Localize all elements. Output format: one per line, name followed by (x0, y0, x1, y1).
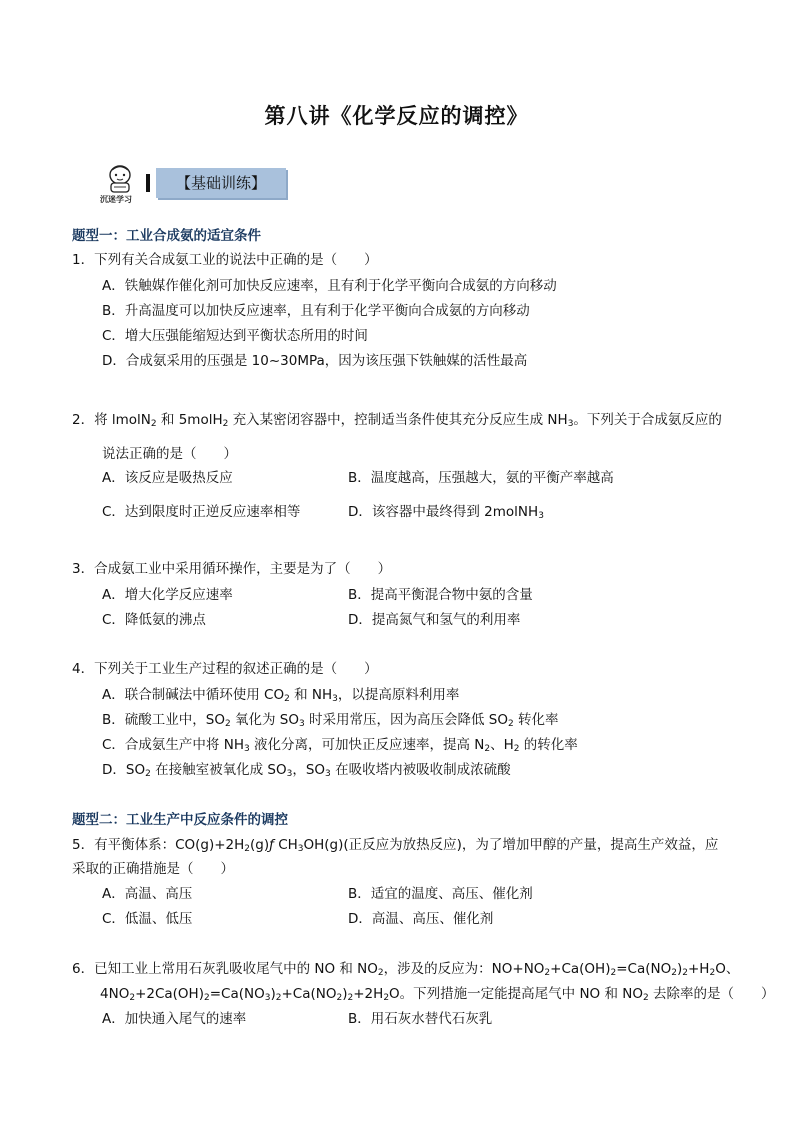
question-3-stem: 3．合成氨工业中采用循环操作，主要是为了（ ） (72, 561, 392, 577)
question-5-stem: 5．有平衡体系：$CO(g)+2H_2(g)ƒ$ $CH_3OH(g)$(正反应为放热反应)，为了增加甲醇的产量，提高生产效益，应 (72, 837, 719, 854)
question-4-option-c: C．合成氨生产中将 $NH_3$ 液化分离，可加快正反应速率，提高 $N_2$、$H_2$ 的转化率 (102, 737, 578, 754)
question-1-option-c: C．增大压强能缩短达到平衡状态所用的时间 (102, 328, 368, 344)
question-2-option-d: D．该容器中最终得到 2molNH$_3$ (348, 504, 544, 521)
question-6-stem: 6．已知工业上常用石灰乳吸收尾气中的 NO 和 $NO_2$，涉及的反应为：$NO+NO_2+Ca(OH)_2=Ca(NO_2)_2+H_2O$、 (72, 961, 740, 978)
question-5-option-c: C．低温、低压 (102, 911, 193, 927)
question-1-option-a: A．铁触媒作催化剂可加快反应速率，且有利于化学平衡向合成氨的方向移动 (102, 278, 557, 294)
question-2-stem-line2: 说法正确的是（ ） (102, 446, 237, 462)
question-4-stem: 4．下列关于工业生产过程的叙述正确的是（ ） (72, 661, 378, 677)
section-title-2: 题型二：工业生产中反应条件的调控 (72, 812, 288, 828)
question-3-option-c: C．降低氨的沸点 (102, 612, 206, 628)
section-title-1: 题型一：工业合成氨的适宜条件 (72, 228, 261, 244)
question-2-option-b: B．温度越高，压强越大，氨的平衡产率越高 (348, 470, 614, 486)
question-5-option-b: B．适宜的温度、高压、催化剂 (348, 886, 533, 902)
question-6-option-b: B．用石灰水替代石灰乳 (348, 1011, 493, 1027)
question-6-stem-line2: $4NO_2+2Ca(OH)_2=Ca(NO_3)_2+Ca(NO_2)_2+2H_2O$。下列措施一定能提高尾气中 NO 和 $NO_2$ 去除率的是（ ） (100, 986, 775, 1003)
question-1-option-d: D．合成氨采用的压强是 10~30MPa，因为该压强下铁触媒的活性最高 (102, 353, 528, 369)
header-divider-bar (146, 174, 150, 192)
question-5-option-a: A．高温、高压 (102, 886, 193, 902)
question-4-option-b: B．硫酸工业中，$SO_2$ 氧化为 $SO_3$ 时采用常压，因为高压会降低 $SO_2$ 转化率 (102, 712, 559, 729)
page-title: 第八讲《化学反应的调控》 (264, 104, 529, 128)
question-2-stem: 2．将 lmolN$_2$ 和 5molH$_2$ 充入某密闭容器中，控制适当条件使其充分反应生成 $NH_3$。下列关于合成氨反应的 (72, 412, 722, 429)
question-1-stem: 1．下列有关合成氨工业的说法中正确的是（ ） (72, 252, 378, 268)
question-5-option-d: D．高温、高压、催化剂 (348, 911, 494, 927)
question-1-option-b: B．升高温度可以加快反应速率，且有利于化学平衡向合成氨的方向移动 (102, 303, 530, 319)
question-5-stem-line2: 采取的正确措施是（ ） (72, 861, 234, 877)
question-4-option-a: A．联合制碱法中循环使用 $CO_2$ 和 $NH_3$，以提高原料利用率 (102, 687, 460, 704)
question-2-option-c: C．达到限度时正逆反应速率相等 (102, 504, 301, 520)
question-3-option-b: B．提高平衡混合物中氨的含量 (348, 587, 533, 603)
mascot-caption: 沉迷学习 (100, 195, 132, 204)
section-badge: 【基础训练】 (156, 168, 286, 198)
question-2-option-a: A．该反应是吸热反应 (102, 470, 233, 486)
question-4-option-d: D．$SO_2$ 在接触室被氧化成 $SO_3$，$SO_3$ 在吸收塔内被吸收制成浓硫酸 (102, 762, 511, 779)
question-3-option-d: D．提高氮气和氢气的利用率 (348, 612, 521, 628)
question-6-option-a: A．加快通入尾气的速率 (102, 1011, 247, 1027)
question-3-option-a: A．增大化学反应速率 (102, 587, 233, 603)
